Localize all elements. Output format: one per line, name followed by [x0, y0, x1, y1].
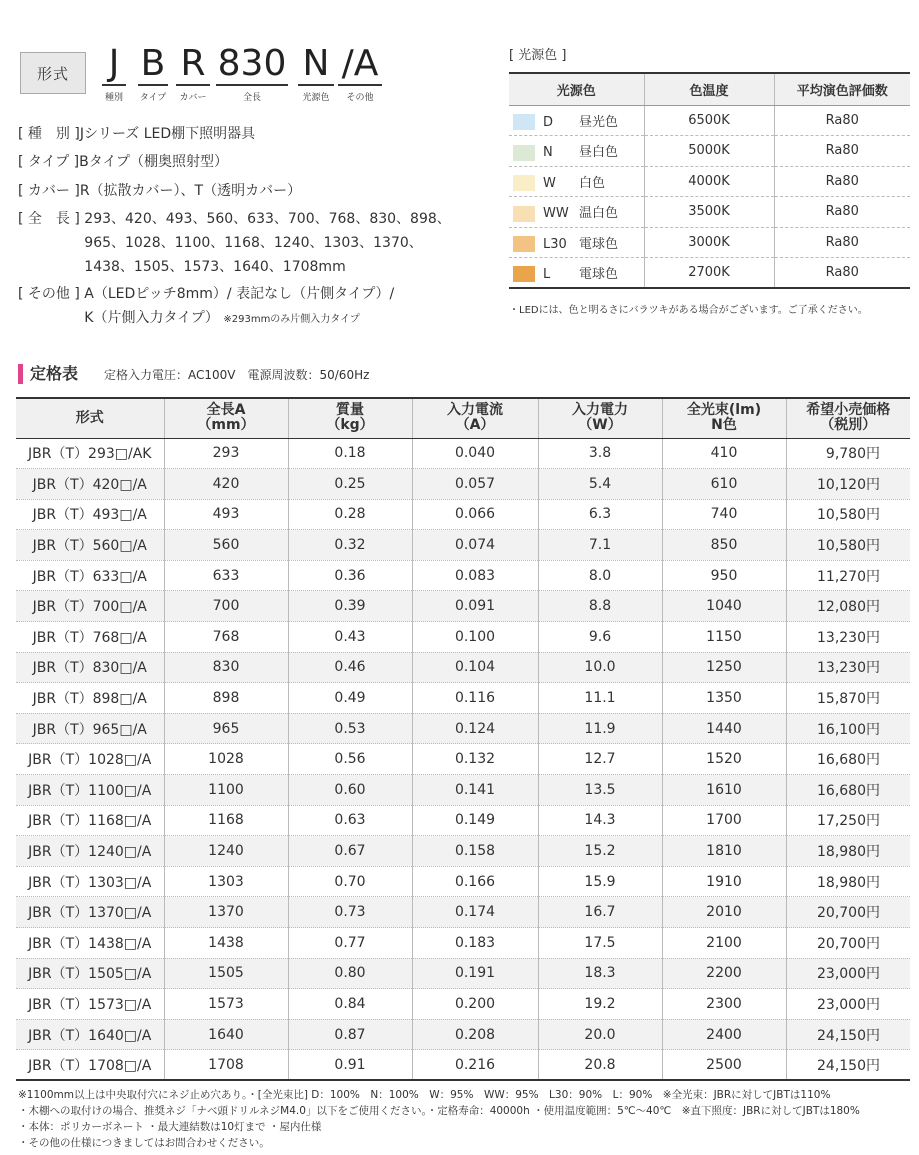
table-cell: 0.158	[412, 836, 538, 867]
table-cell: 17,250円	[786, 805, 910, 836]
table-cell: 1150	[662, 622, 786, 653]
spec-other: [ その他 ] A（LEDピッチ8mm）/ 表記なし（片側タイプ）/ K（片側入力タイプ） ※293mmのみ片側入力タイプ	[18, 286, 395, 326]
table-cell: 8.0	[538, 560, 662, 591]
table-cell: 0.87	[288, 1019, 412, 1050]
table-cell: 0.100	[412, 622, 538, 653]
table-cell: 0.91	[288, 1050, 412, 1081]
table-cell: 1250	[662, 652, 786, 683]
section-accent-bar	[18, 364, 23, 384]
table-cell: 16,680円	[786, 744, 910, 775]
table-cell: 850	[662, 530, 786, 561]
table-cell: 0.67	[288, 836, 412, 867]
table-cell: 20,700円	[786, 897, 910, 928]
table-cell: JBR（T）1240□/A	[16, 836, 164, 867]
table-cell: 0.36	[288, 560, 412, 591]
table-cell: 18.3	[538, 958, 662, 989]
table-cell: 1350	[662, 683, 786, 714]
table-cell: 13,230円	[786, 622, 910, 653]
table-cell: 965	[164, 713, 288, 744]
color-symbol: W	[543, 175, 556, 191]
table-cell: 19.2	[538, 989, 662, 1020]
light-source-row	[509, 136, 910, 167]
table-cell: 2300	[662, 989, 786, 1020]
table-row	[16, 652, 910, 683]
table-cell: 0.057	[412, 469, 538, 500]
table-cell: 0.174	[412, 897, 538, 928]
table-cell: 1610	[662, 775, 786, 806]
table-cell: 16,680円	[786, 775, 910, 806]
table-cell: 700	[164, 591, 288, 622]
light-source-table: 光源色 色温度 平均演色評価数 D 昼光色 6500K Ra80 N 昼白色 5000K Ra80 W 白色 4000K Ra80 WW 温白色 3500K Ra80 L30 電球色 3000K Ra80 L 電球色 2700K Ra80	[509, 72, 910, 289]
table-cell: 768	[164, 622, 288, 653]
table-cell: JBR（T）1100□/A	[16, 775, 164, 806]
table-cell: 6.3	[538, 499, 662, 530]
table-cell: 420	[164, 469, 288, 500]
table-cell: 1240	[164, 836, 288, 867]
table-cell: 9,780円	[786, 438, 910, 469]
table-row	[16, 622, 910, 653]
table-cell: JBR（T）1028□/A	[16, 744, 164, 775]
table-cell: 5.4	[538, 469, 662, 500]
table-cell: 1440	[662, 713, 786, 744]
spec-table-subtitle: 定格入力電圧：AC100V 電源周波数：50/60Hz	[104, 368, 370, 382]
table-cell: 0.32	[288, 530, 412, 561]
table-cell: 17.5	[538, 928, 662, 959]
table-cell: 24,150円	[786, 1050, 910, 1081]
table-cell: 2500	[662, 1050, 786, 1081]
table-cell: 20,700円	[786, 928, 910, 959]
table-cell: 0.46	[288, 652, 412, 683]
column-header: 形式	[16, 398, 164, 438]
table-row	[16, 438, 910, 469]
table-row	[16, 591, 910, 622]
color-ra: Ra80	[774, 197, 910, 228]
table-cell: 23,000円	[786, 958, 910, 989]
table-cell: 11.1	[538, 683, 662, 714]
table-cell: 1520	[662, 744, 786, 775]
table-row	[16, 713, 910, 744]
spec-other-note: ※293mmのみ片側入力タイプ	[223, 314, 360, 325]
color-temp: 3500K	[644, 197, 774, 228]
table-cell: 2400	[662, 1019, 786, 1050]
table-cell: 1438	[164, 928, 288, 959]
table-cell: 0.39	[288, 591, 412, 622]
table-row	[16, 928, 910, 959]
table-cell: 1370	[164, 897, 288, 928]
table-cell: 12,080円	[786, 591, 910, 622]
table-cell: JBR（T）768□/A	[16, 622, 164, 653]
table-cell: 11.9	[538, 713, 662, 744]
code-part-cover: R カバー	[176, 44, 210, 103]
code-part-color: N 光源色	[298, 44, 334, 103]
table-cell: 830	[164, 652, 288, 683]
table-cell: 293	[164, 438, 288, 469]
table-cell: 1040	[662, 591, 786, 622]
table-cell: JBR（T）1573□/A	[16, 989, 164, 1020]
color-ra: Ra80	[774, 258, 910, 289]
table-cell: 3.8	[538, 438, 662, 469]
table-cell: 0.040	[412, 438, 538, 469]
footnote-3: ・本体：ポリカーボネート ・最大連結数は10灯まで ・屋内仕様	[18, 1121, 322, 1133]
table-cell: 633	[164, 560, 288, 591]
code-part-length: 830 全長	[217, 43, 287, 103]
table-cell: 0.200	[412, 989, 538, 1020]
color-swatch	[513, 114, 535, 130]
table-cell: JBR（T）1303□/A	[16, 866, 164, 897]
spec-cover: [ カバー ]R（拡散カバー）、T（透明カバー）	[18, 183, 302, 199]
table-cell: 0.56	[288, 744, 412, 775]
column-header: 質量 （kg）	[288, 398, 412, 438]
table-cell: 8.8	[538, 591, 662, 622]
table-cell: 0.49	[288, 683, 412, 714]
table-cell: 0.25	[288, 469, 412, 500]
table-cell: 2100	[662, 928, 786, 959]
column-header: 入力電流 （A）	[412, 398, 538, 438]
table-cell: 0.73	[288, 897, 412, 928]
table-cell: 20.0	[538, 1019, 662, 1050]
light-source-row	[509, 197, 910, 228]
table-cell: 10,580円	[786, 530, 910, 561]
table-cell: 0.116	[412, 683, 538, 714]
table-cell: 560	[164, 530, 288, 561]
footnote-2: ・木棚への取付けの場合、推奨ネジ「ナベ頭ドリルネジM4.0」以下をご使用ください。・定格寿命：40000h ・使用温度範囲：5℃〜40℃ ※直下照度：JBRに対してJBTは180%	[18, 1105, 860, 1117]
table-cell: 0.083	[412, 560, 538, 591]
table-cell: JBR（T）560□/A	[16, 530, 164, 561]
color-swatch	[513, 206, 535, 222]
table-cell: JBR（T）700□/A	[16, 591, 164, 622]
color-ra: Ra80	[774, 136, 910, 167]
table-cell: 0.183	[412, 928, 538, 959]
table-row	[16, 805, 910, 836]
table-cell: 0.77	[288, 928, 412, 959]
table-row	[16, 560, 910, 591]
table-cell: 10.0	[538, 652, 662, 683]
table-cell: 16.7	[538, 897, 662, 928]
table-cell: 0.18	[288, 438, 412, 469]
table-row	[16, 499, 910, 530]
spec-kind: [ 種 別 ]Jシリーズ LED棚下照明器具	[18, 126, 256, 142]
light-source-row	[509, 105, 910, 136]
table-cell: 1700	[662, 805, 786, 836]
table-cell: 1168	[164, 805, 288, 836]
table-cell: 1910	[662, 866, 786, 897]
table-cell: 1640	[164, 1019, 288, 1050]
color-symbol: D	[543, 114, 554, 130]
table-cell: JBR（T）1505□/A	[16, 958, 164, 989]
table-row	[16, 897, 910, 928]
table-cell: 0.80	[288, 958, 412, 989]
color-swatch	[513, 236, 535, 252]
table-cell: JBR（T）1640□/A	[16, 1019, 164, 1050]
color-temp: 4000K	[644, 166, 774, 197]
table-row	[16, 530, 910, 561]
table-cell: 13.5	[538, 775, 662, 806]
table-cell: 0.60	[288, 775, 412, 806]
column-header: 希望小売価格 （税別）	[786, 398, 910, 438]
table-cell: JBR（T）493□/A	[16, 499, 164, 530]
table-cell: 2200	[662, 958, 786, 989]
table-cell: 0.149	[412, 805, 538, 836]
table-cell: JBR（T）293□/AK	[16, 438, 164, 469]
table-cell: 740	[662, 499, 786, 530]
color-name: 昼光色	[579, 114, 619, 130]
color-symbol: WW	[543, 206, 569, 221]
table-cell: 0.166	[412, 866, 538, 897]
color-temp: 6500K	[644, 105, 774, 136]
light-source-title: [ 光源色 ]	[509, 48, 567, 63]
footnote-1: ※1100mm以上は中央取付穴にネジ止め穴あり。・[全光束比] D：100% N：100% W：95% WW：95% L30：90% L：90% ※全光束：JBRに対してJBTは110%	[18, 1089, 831, 1101]
table-cell: 1810	[662, 836, 786, 867]
table-cell: 0.066	[412, 499, 538, 530]
table-cell: JBR（T）633□/A	[16, 560, 164, 591]
table-cell: 0.28	[288, 499, 412, 530]
table-cell: 1028	[164, 744, 288, 775]
light-source-row	[509, 166, 910, 197]
table-cell: 15.2	[538, 836, 662, 867]
table-row	[16, 683, 910, 714]
table-cell: JBR（T）965□/A	[16, 713, 164, 744]
table-cell: 13,230円	[786, 652, 910, 683]
table-cell: 12.7	[538, 744, 662, 775]
table-cell: 2010	[662, 897, 786, 928]
light-source-row	[509, 227, 910, 258]
color-name: 電球色	[579, 266, 619, 282]
table-cell: 410	[662, 438, 786, 469]
table-cell: 20.8	[538, 1050, 662, 1081]
table-cell: 610	[662, 469, 786, 500]
color-temp: 3000K	[644, 227, 774, 258]
color-symbol: N	[543, 145, 553, 160]
color-ra: Ra80	[774, 227, 910, 258]
table-row	[16, 744, 910, 775]
color-symbol: L30	[543, 236, 567, 252]
code-part-type: B タイプ	[139, 43, 167, 103]
table-cell: 0.53	[288, 713, 412, 744]
table-cell: 23,000円	[786, 989, 910, 1020]
color-temp: 5000K	[644, 136, 774, 167]
table-cell: 10,580円	[786, 499, 910, 530]
table-cell: JBR（T）1370□/A	[16, 897, 164, 928]
table-cell: 0.091	[412, 591, 538, 622]
table-cell: 1708	[164, 1050, 288, 1081]
color-swatch	[513, 145, 535, 161]
rating-table	[16, 397, 910, 1081]
code-part-other: /A その他	[338, 44, 382, 103]
table-cell: 15.9	[538, 866, 662, 897]
table-cell: 493	[164, 499, 288, 530]
table-cell: 950	[662, 560, 786, 591]
table-cell: 15,870円	[786, 683, 910, 714]
table-cell: JBR（T）830□/A	[16, 652, 164, 683]
table-cell: 0.84	[288, 989, 412, 1020]
color-swatch	[513, 175, 535, 191]
table-cell: 7.1	[538, 530, 662, 561]
table-row	[16, 775, 910, 806]
color-ra: Ra80	[774, 166, 910, 197]
table-cell: 0.074	[412, 530, 538, 561]
table-cell: 898	[164, 683, 288, 714]
color-swatch	[513, 266, 535, 282]
table-cell: 0.191	[412, 958, 538, 989]
color-name: 電球色	[579, 236, 619, 252]
table-cell: 18,980円	[786, 836, 910, 867]
table-cell: 0.132	[412, 744, 538, 775]
table-cell: 0.141	[412, 775, 538, 806]
table-cell: 0.63	[288, 805, 412, 836]
table-cell: 16,100円	[786, 713, 910, 744]
table-row	[16, 469, 910, 500]
table-cell: 18,980円	[786, 866, 910, 897]
table-cell: 10,120円	[786, 469, 910, 500]
table-cell: JBR（T）1168□/A	[16, 805, 164, 836]
light-source-note: ・LEDには、色と明るさにバラツキがある場合がございます。ご了承ください。	[509, 305, 868, 316]
table-cell: JBR（T）1438□/A	[16, 928, 164, 959]
table-cell: 0.208	[412, 1019, 538, 1050]
code-part-kind: J 種別	[102, 44, 126, 103]
column-header: 全光束(lm) N色	[662, 398, 786, 438]
table-cell: 0.70	[288, 866, 412, 897]
spec-table-title: 定格表	[30, 364, 79, 383]
column-header: 全長A （mm）	[164, 398, 288, 438]
table-cell: 0.104	[412, 652, 538, 683]
table-cell: 24,150円	[786, 1019, 910, 1050]
table-cell: JBR（T）1708□/A	[16, 1050, 164, 1081]
table-row	[16, 1050, 910, 1081]
color-symbol: L	[543, 266, 551, 282]
table-cell: JBR（T）420□/A	[16, 469, 164, 500]
table-cell: 1505	[164, 958, 288, 989]
spec-length: [ 全 長 ] 293、420、493、560、633、700、768、830、898、 965、1028、1100、1168、1240、1303、1370、 1438、1505、1573、1640、1708mm	[18, 211, 451, 275]
footnote-4: ・その他の仕様につきましてはお問合わせください。	[18, 1137, 270, 1149]
table-cell: 0.124	[412, 713, 538, 744]
table-row	[16, 866, 910, 897]
table-cell: 1303	[164, 866, 288, 897]
table-row	[16, 958, 910, 989]
table-cell: 0.216	[412, 1050, 538, 1081]
light-source-row	[509, 258, 910, 289]
color-ra: Ra80	[774, 105, 910, 136]
table-row	[16, 989, 910, 1020]
color-temp: 2700K	[644, 258, 774, 289]
color-name: 昼白色	[579, 145, 619, 160]
color-name: 温白色	[579, 206, 619, 221]
table-cell: JBR（T）898□/A	[16, 683, 164, 714]
table-cell: 0.43	[288, 622, 412, 653]
table-row	[16, 1019, 910, 1050]
table-cell: 1100	[164, 775, 288, 806]
model-label: 形式	[20, 52, 86, 94]
table-cell: 9.6	[538, 622, 662, 653]
column-header: 入力電力 （W）	[538, 398, 662, 438]
table-row	[16, 836, 910, 867]
spec-type: [ タイプ ]Bタイプ（棚奥照射型）	[18, 154, 229, 170]
table-cell: 1573	[164, 989, 288, 1020]
table-cell: 11,270円	[786, 560, 910, 591]
color-name: 白色	[579, 175, 606, 191]
table-cell: 14.3	[538, 805, 662, 836]
